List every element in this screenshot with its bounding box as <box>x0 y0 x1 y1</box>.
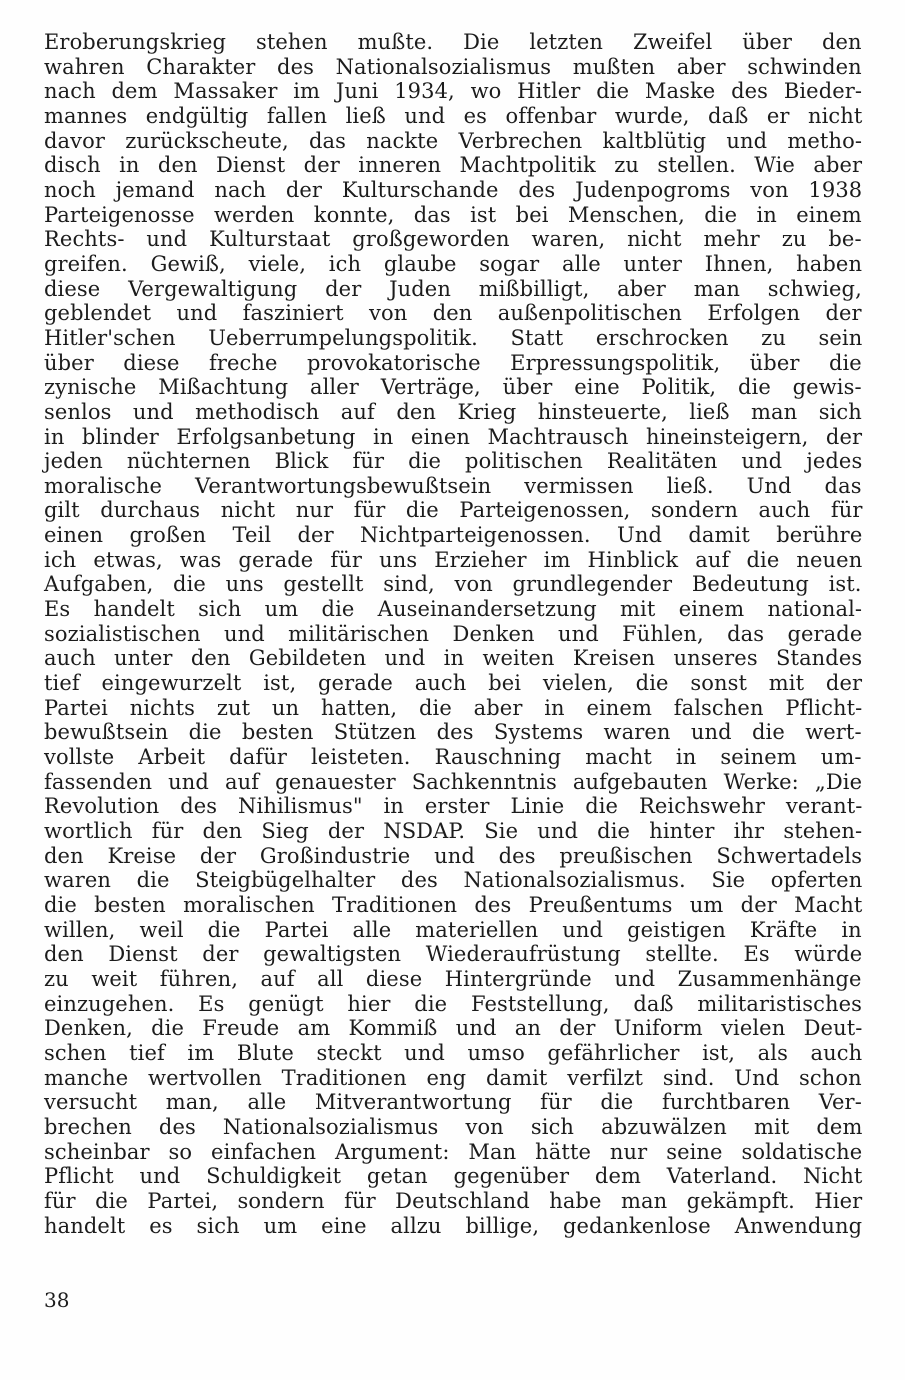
text-line: vollste Arbeit dafür leisteten. Rauschning macht in seinem um- <box>44 745 862 770</box>
text-line: manche wertvollen Traditionen eng damit verfilzt sind. Und schon <box>44 1065 862 1090</box>
text-line: jeden nüchternen Blick für die politischen Realitäten und jedes <box>44 449 863 474</box>
text-line: einzugehen. Es genügt hier die Feststellung, daß militaristisches <box>44 991 862 1016</box>
text-line: diese Vergewaltigung der Juden mißbilligt, aber man schwieg, <box>44 276 862 301</box>
text-line: noch jemand nach der Kulturschande des Judenpogroms von 1938 <box>44 177 863 202</box>
text-line: über diese freche provokatorische Erpressungspolitik, über die <box>44 350 862 375</box>
body-text <box>44 30 862 1238</box>
text-line: handelt es sich um eine allzu billige, gedankenlose Anwendung <box>44 1213 863 1238</box>
text-line: Rechts- und Kulturstaat großgeworden waren, nicht mehr zu be- <box>44 227 862 252</box>
text-line: geblendet und fasziniert von den außenpolitischen Erfolgen der <box>44 301 862 326</box>
text-line: Revolution des Nihilismus" in erster Linie die Reichswehr verant- <box>44 794 863 819</box>
text-line: tief eingewurzelt ist, gerade auch bei vielen, die sonst mit der <box>44 671 863 696</box>
text-line: mannes endgültig fallen ließ und es offenbar wurde, daß er nicht <box>44 103 863 128</box>
text-line: Denken, die Freude am Kommiß und an der Uniform vielen Deut- <box>44 1016 863 1041</box>
text-line: nach dem Massaker im Juni 1934, wo Hitler die Maske des Bieder- <box>44 79 863 104</box>
text-line: disch in den Dienst der inneren Machtpolitik zu stellen. Wie aber <box>44 153 863 178</box>
text-line: schen tief im Blute steckt und umso gefährlicher ist, als auch <box>44 1040 863 1065</box>
text-line: versucht man, alle Mitverantwortung für die furchtbaren Ver- <box>44 1090 862 1115</box>
text-line: davor zurückscheute, das nackte Verbrechen kaltblütig und metho- <box>44 128 863 153</box>
text-line: senlos und methodisch auf den Krieg hinsteuerte, ließ man sich <box>44 399 862 424</box>
text-line: zu weit führen, auf all diese Hintergründe und Zusammenhänge <box>44 966 862 991</box>
text-line: einen großen Teil der Nichtparteigenossen. Und damit berühre <box>44 523 863 548</box>
text-line: willen, weil die Partei alle materiellen und geistigen Kräfte in <box>44 917 862 942</box>
text-line: Eroberungskrieg stehen mußte. Die letzten Zweifel über den <box>44 30 862 54</box>
text-line: bewußtsein die besten Stützen des Systems waren und die wert- <box>44 720 862 745</box>
text-line: auch unter den Gebildeten und in weiten Kreisen unseres Standes <box>44 646 863 671</box>
text-line: waren die Steigbügelhalter des Nationalsozialismus. Sie opferten <box>44 868 863 893</box>
text-line: Hitler'schen Ueberrumpelungspolitik. Statt erschrocken zu sein <box>44 325 863 350</box>
text-line: wortlich für den Sieg der NSDAP. Sie und die hinter ihr stehen- <box>44 819 863 843</box>
text-line: sozialistischen und militärischen Denken und Fühlen, das gerade <box>44 621 863 646</box>
text-line: Es handelt sich um die Auseinandersetzung mit einem national- <box>44 597 863 622</box>
page-number: 38 <box>44 1288 70 1312</box>
text-line: Parteigenosse werden konnte, das ist bei Menschen, die in einem <box>44 202 862 227</box>
text-line: wahren Charakter des Nationalsozialismus mußten aber schwinden <box>44 54 862 79</box>
text-line: brechen des Nationalsozialismus von sich abzuwälzen mit dem <box>44 1114 863 1139</box>
text-line: die besten moralischen Traditionen des Preußentums um der Macht <box>44 892 863 917</box>
text-line: Partei nichts zut un hatten, die aber in einem falschen Pflicht- <box>44 695 863 720</box>
text-line: in blinder Erfolgsanbetung in einen Machtrausch hineinsteigern, der <box>44 424 863 449</box>
text-line: fassenden und auf genauester Sachkenntnis aufgebauten Werke: „Die <box>44 769 863 794</box>
text-line: Aufgaben, die uns gestellt sind, von grundlegender Bedeutung ist. <box>44 572 862 597</box>
text-line: für die Partei, sondern für Deutschland habe man gekämpft. Hier <box>44 1188 863 1213</box>
text-line: greifen. Gewiß, viele, ich glaube sogar alle unter Ihnen, haben <box>44 251 863 276</box>
text-line: moralische Verantwortungsbewußtsein vermissen ließ. Und das <box>44 473 862 498</box>
text-line: Pflicht und Schuldigkeit getan gegenüber dem Vaterland. Nicht <box>44 1164 863 1189</box>
text-line: ich etwas, was gerade für uns Erzieher im Hinblick auf die neuen <box>44 547 863 572</box>
text-line: den Kreise der Großindustrie und des preußischen Schwertadels <box>44 843 863 868</box>
text-line: den Dienst der gewaltigsten Wiederaufrüstung stellte. Es würde <box>44 942 863 967</box>
text-line: gilt durchaus nicht nur für die Parteigenossen, sondern auch für <box>44 498 863 523</box>
text-line: zynische Mißachtung aller Verträge, über eine Politik, die gewis- <box>44 375 862 400</box>
text-line: scheinbar so einfachen Argument: Man hätte nur seine soldatische <box>44 1139 863 1164</box>
